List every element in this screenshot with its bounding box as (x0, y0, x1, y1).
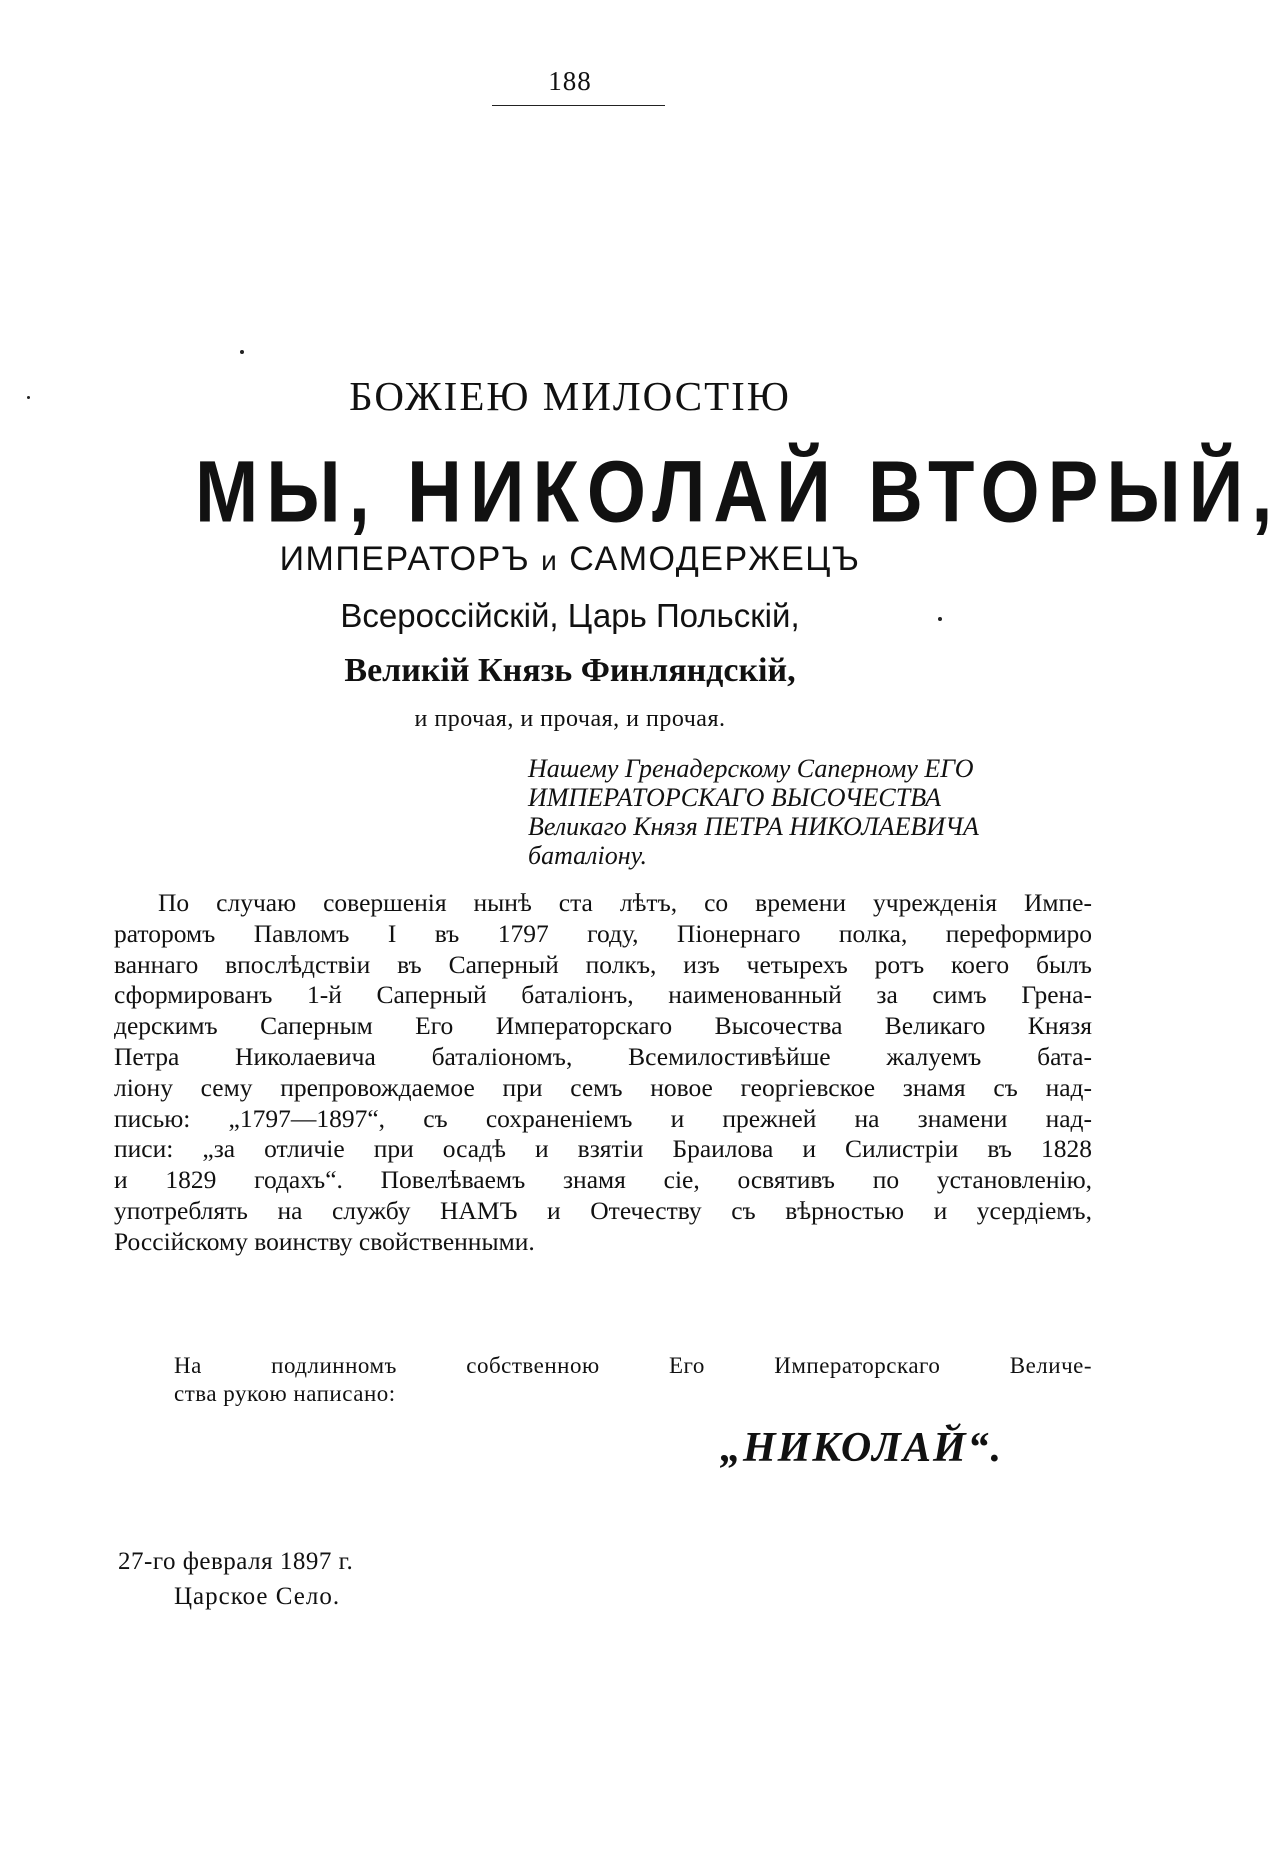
page-number: 188 (548, 66, 592, 96)
ruler-title-conjunction: и (541, 545, 559, 576)
addressee-line: баталіону. (528, 841, 648, 870)
body-line: и 1829 годахъ“. Повелѣваемъ знамя сіе, освятивъ по установленію, (114, 1165, 1092, 1195)
body-line: употреблять на службу НАМЪ и Отечеству съ вѣрностью и усердіемъ, (114, 1195, 1092, 1225)
decree-body (114, 888, 1092, 1258)
body-line: дерскимъ Саперным Его Императорскаго Высочества Великаго Князя (114, 1011, 1092, 1041)
grace-heading: БОЖІЕЮ МИЛОСТІЮ (349, 373, 791, 419)
body-line: ліону сему препровождаемое при семъ новое георгіевское знамя съ над- (114, 1072, 1092, 1102)
ruler-name-heading: МЫ, НИКОЛАЙ ВТОРЫЙ, (195, 443, 1281, 541)
ruler-title-line-4: и прочая, и прочая, и прочая. (414, 706, 726, 732)
body-line: раторомъ Павломъ I въ 1797 году, Піонернаго полка, переформиро (114, 918, 1092, 948)
original-note-line: ства рукою написано: (174, 1381, 396, 1406)
addressee-line: Нашему Гренадерскому Саперному ЕГО (528, 754, 974, 783)
ruler-title-autocrat: САМОДЕРЖЕЦЪ (569, 540, 861, 578)
body-line: Петра Николаевича баталіономъ, Всемилостивѣйше жалуемъ бата- (114, 1041, 1092, 1071)
addressee-line: ИМПЕРАТОРСКАГО ВЫСОЧЕСТВА (528, 783, 941, 812)
original-note-line: На подлинномъ собственною Его Императорскаго Величе- (174, 1353, 1092, 1378)
decree-place: Царское Село. (174, 1583, 341, 1610)
body-line: писи: „за отличіе при осадѣ и взятіи Браилова и Силистріи въ 1828 (114, 1134, 1092, 1164)
body-line: По случаю совершенія нынѣ ста лѣтъ, со времени учрежденія Импе- (158, 888, 1092, 917)
signature: „НИКОЛАЙ“. (720, 1425, 1004, 1471)
decree-date: 27-го февраля 1897 г. (118, 1548, 354, 1575)
body-line: сформированъ 1-й Саперный баталіонъ, наименованный за симъ Грена- (114, 980, 1092, 1010)
body-line: Россійскому воинству свойственными. (114, 1226, 535, 1256)
ruler-title-line-2: Всероссійскій, Царь Польскій, (340, 597, 800, 634)
body-line: писью: „1797—1897“, съ сохраненіемъ и прежней на знамени над- (114, 1103, 1092, 1133)
page-number-rule (492, 105, 665, 106)
addressee-block (528, 754, 1108, 870)
print-speck (240, 350, 244, 354)
addressee-line: Великаго Князя ПЕТРА НИКОЛАЕВИЧА (528, 812, 979, 841)
ruler-title-emperor: ИМПЕРАТОРЪ (279, 540, 531, 578)
original-note (174, 1352, 1092, 1408)
body-line: ваннаго впослѣдствіи въ Саперный полкъ, изъ четырехъ ротъ коего былъ (114, 949, 1092, 979)
ruler-title-line-3: Великій Князь Финляндскій, (344, 652, 796, 689)
ruler-title-line (0, 540, 1140, 579)
